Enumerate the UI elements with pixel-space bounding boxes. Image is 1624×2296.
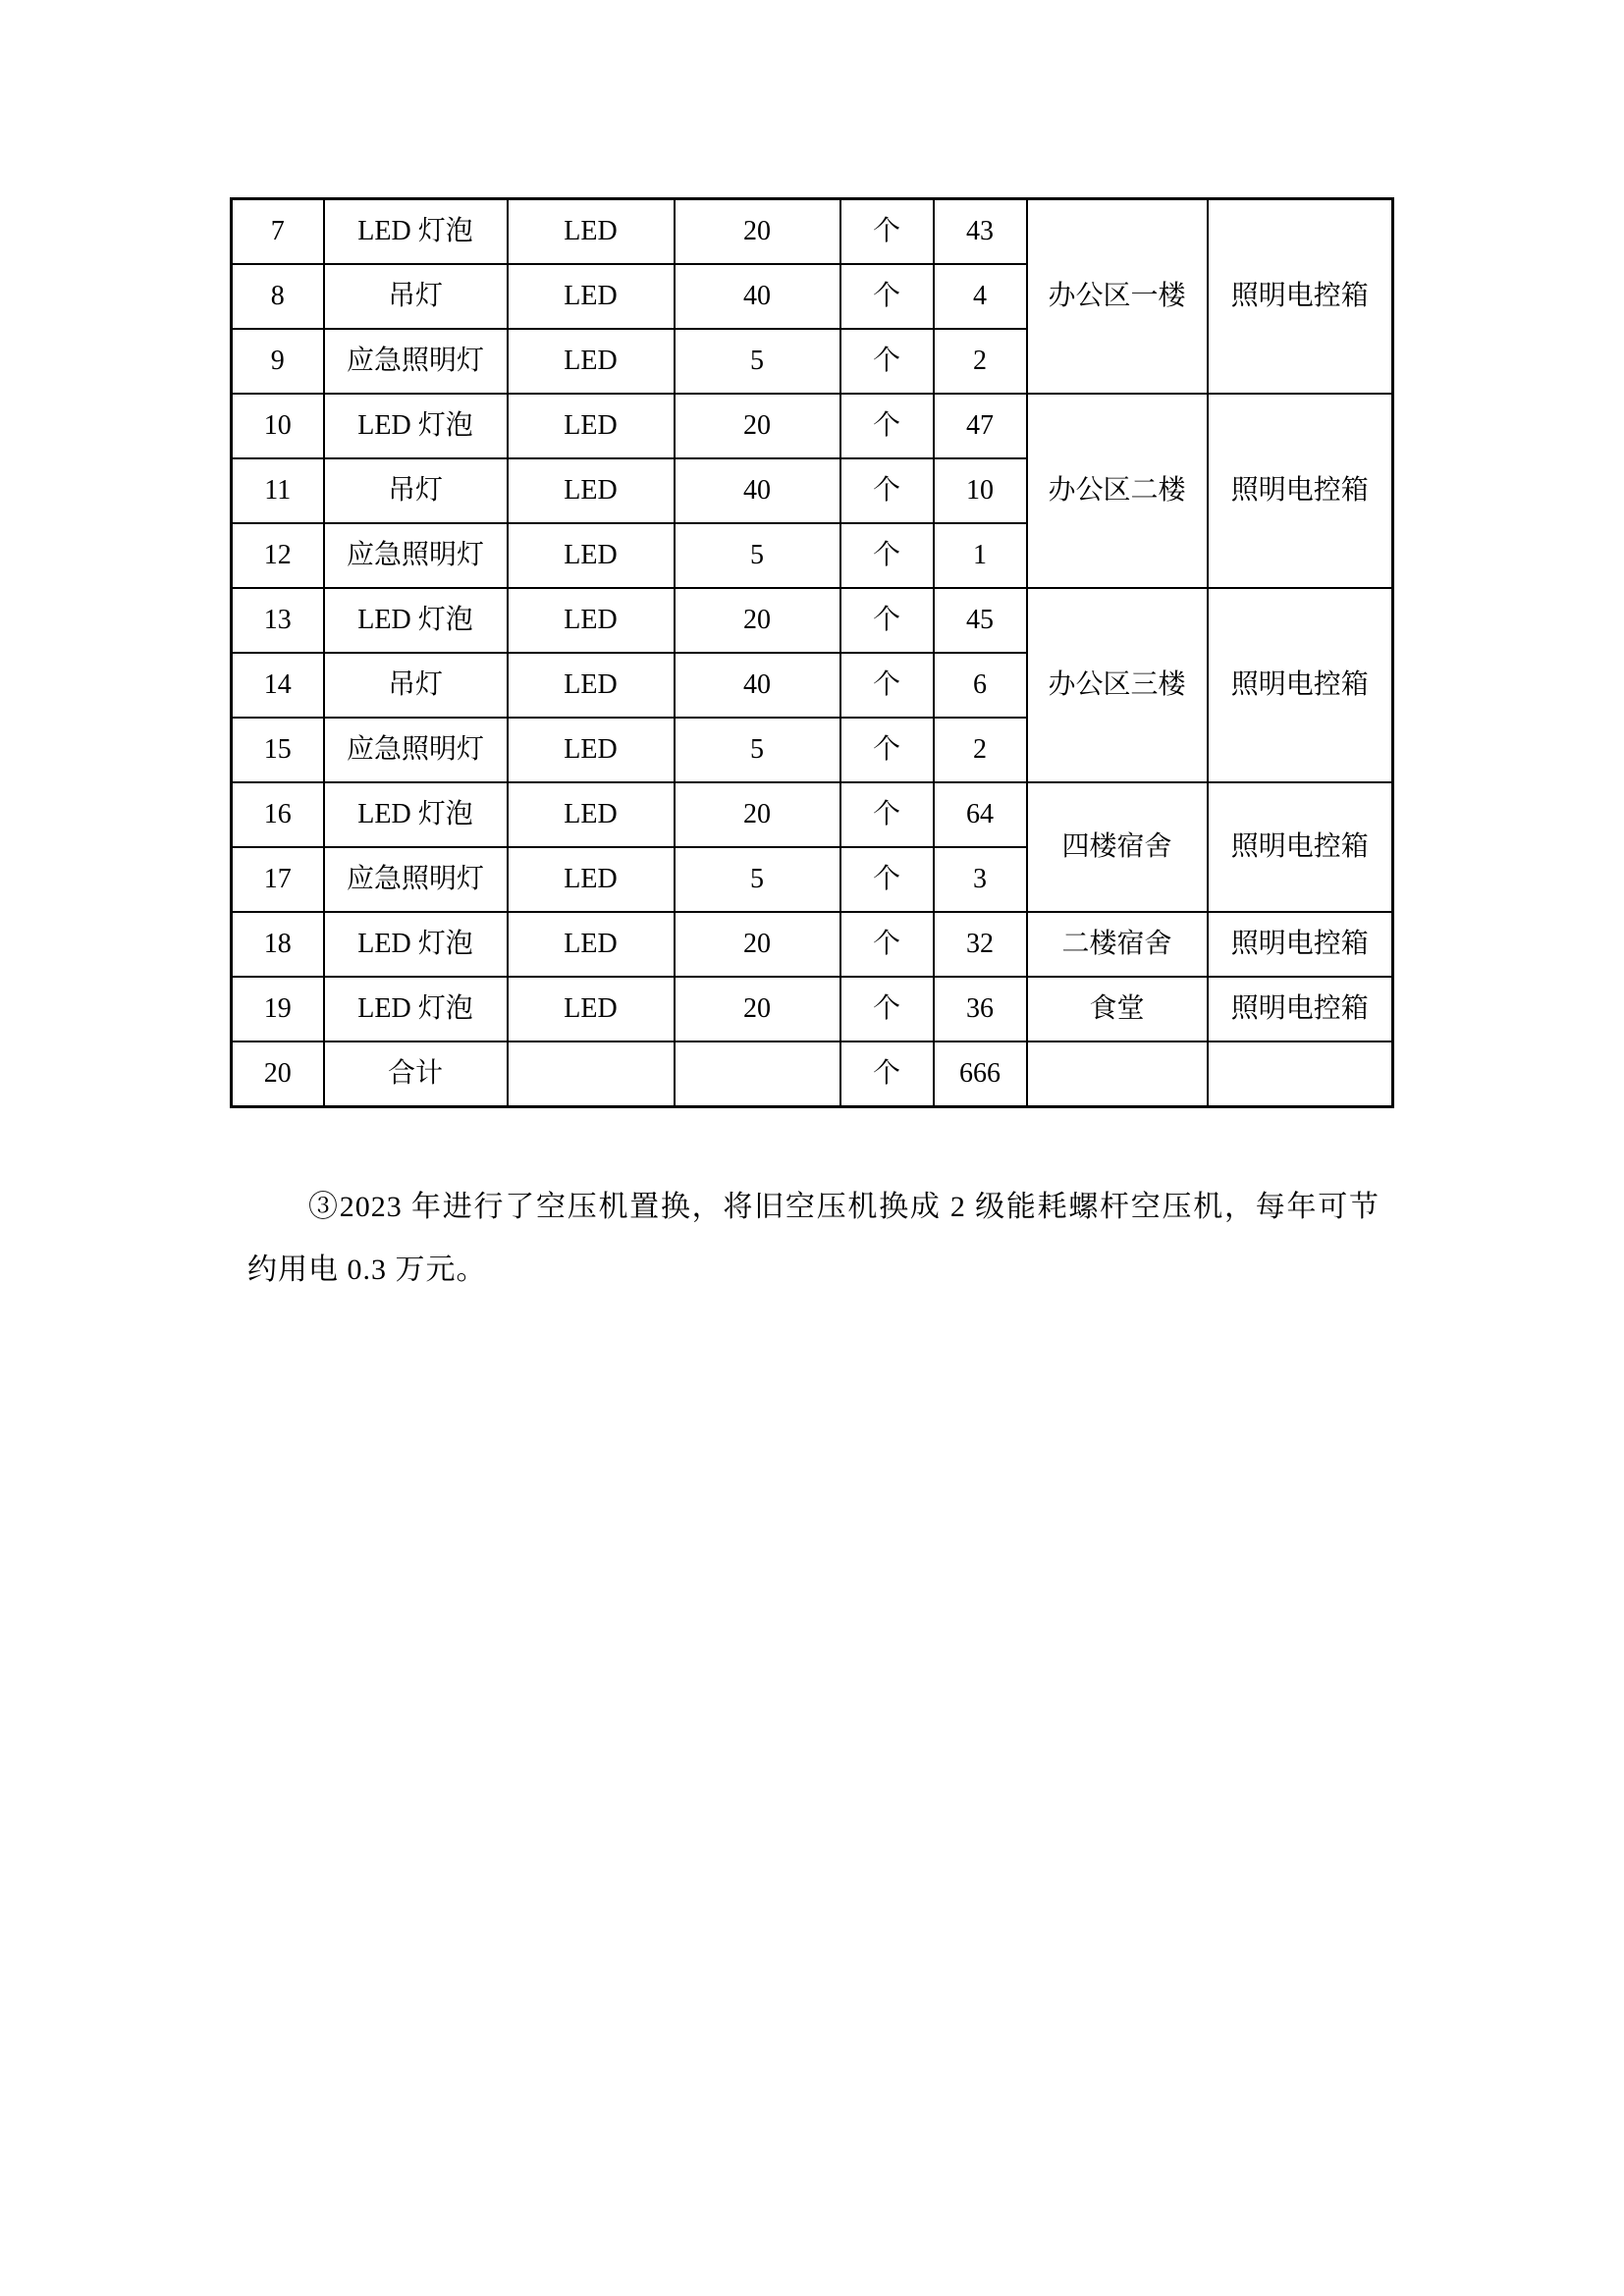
cell-control-box: 照明电控箱 <box>1208 199 1393 395</box>
cell-quantity: 45 <box>934 588 1027 653</box>
cell-row-number: 18 <box>232 912 324 977</box>
cell-row-number: 8 <box>232 264 324 329</box>
cell-location: 办公区二楼 <box>1027 394 1208 588</box>
cell-quantity: 666 <box>934 1041 1027 1107</box>
cell-unit: 个 <box>840 653 934 718</box>
cell-row-number: 14 <box>232 653 324 718</box>
cell-device-name: LED 灯泡 <box>324 782 508 847</box>
cell-row-number: 20 <box>232 1041 324 1107</box>
cell-model: LED <box>508 264 675 329</box>
cell-quantity: 32 <box>934 912 1027 977</box>
cell-unit: 个 <box>840 329 934 394</box>
cell-row-number: 7 <box>232 199 324 265</box>
cell-power: 40 <box>675 653 840 718</box>
cell-device-name: 合计 <box>324 1041 508 1107</box>
cell-unit: 个 <box>840 1041 934 1107</box>
cell-quantity: 64 <box>934 782 1027 847</box>
cell-row-number: 13 <box>232 588 324 653</box>
cell-row-number: 11 <box>232 458 324 523</box>
cell-device-name: 应急照明灯 <box>324 523 508 588</box>
cell-power: 40 <box>675 264 840 329</box>
cell-model: LED <box>508 847 675 912</box>
cell-power: 5 <box>675 847 840 912</box>
table-row <box>232 977 1393 1041</box>
cell-control-box <box>1208 1041 1393 1107</box>
cell-model: LED <box>508 523 675 588</box>
cell-row-number: 12 <box>232 523 324 588</box>
cell-power: 20 <box>675 977 840 1041</box>
cell-quantity: 36 <box>934 977 1027 1041</box>
cell-model: LED <box>508 977 675 1041</box>
cell-power: 20 <box>675 199 840 265</box>
cell-unit: 个 <box>840 718 934 782</box>
air-compressor-note-paragraph: ③2023 年进行了空压机置换，将旧空压机换成 2 级能耗螺杆空压机，每年可节约用电 0.3 万元。 <box>247 1191 1380 1286</box>
cell-unit: 个 <box>840 199 934 265</box>
cell-model: LED <box>508 912 675 977</box>
cell-power: 5 <box>675 523 840 588</box>
cell-quantity: 4 <box>934 264 1027 329</box>
cell-device-name: 应急照明灯 <box>324 329 508 394</box>
cell-unit: 个 <box>840 264 934 329</box>
table-row <box>232 912 1393 977</box>
cell-power: 20 <box>675 912 840 977</box>
cell-location <box>1027 1041 1208 1107</box>
cell-power: 20 <box>675 394 840 458</box>
lighting-equipment-table <box>230 197 1394 1108</box>
cell-power: 20 <box>675 782 840 847</box>
cell-unit: 个 <box>840 394 934 458</box>
cell-device-name: LED 灯泡 <box>324 588 508 653</box>
cell-unit: 个 <box>840 847 934 912</box>
cell-control-box: 照明电控箱 <box>1208 912 1393 977</box>
cell-device-name: 应急照明灯 <box>324 847 508 912</box>
cell-row-number: 16 <box>232 782 324 847</box>
cell-location: 办公区三楼 <box>1027 588 1208 782</box>
cell-location: 办公区一楼 <box>1027 199 1208 395</box>
cell-model: LED <box>508 199 675 265</box>
table-row <box>232 782 1393 847</box>
cell-control-box: 照明电控箱 <box>1208 977 1393 1041</box>
cell-power: 5 <box>675 329 840 394</box>
table-row <box>232 1041 1393 1107</box>
cell-power <box>675 1041 840 1107</box>
cell-unit: 个 <box>840 588 934 653</box>
cell-quantity: 1 <box>934 523 1027 588</box>
cell-unit: 个 <box>840 782 934 847</box>
cell-location: 二楼宿舍 <box>1027 912 1208 977</box>
cell-quantity: 43 <box>934 199 1027 265</box>
cell-model: LED <box>508 653 675 718</box>
cell-power: 40 <box>675 458 840 523</box>
cell-model: LED <box>508 458 675 523</box>
cell-model: LED <box>508 329 675 394</box>
table-row <box>232 394 1393 458</box>
cell-model: LED <box>508 782 675 847</box>
cell-device-name: LED 灯泡 <box>324 912 508 977</box>
cell-power: 20 <box>675 588 840 653</box>
cell-power: 5 <box>675 718 840 782</box>
table-body <box>232 199 1393 1107</box>
cell-control-box: 照明电控箱 <box>1208 394 1393 588</box>
cell-control-box: 照明电控箱 <box>1208 782 1393 912</box>
cell-unit: 个 <box>840 977 934 1041</box>
cell-model: LED <box>508 718 675 782</box>
cell-device-name: 吊灯 <box>324 458 508 523</box>
cell-quantity: 2 <box>934 329 1027 394</box>
cell-row-number: 10 <box>232 394 324 458</box>
table-row <box>232 588 1393 653</box>
cell-device-name: 吊灯 <box>324 653 508 718</box>
cell-location: 四楼宿舍 <box>1027 782 1208 912</box>
cell-device-name: 应急照明灯 <box>324 718 508 782</box>
cell-model <box>508 1041 675 1107</box>
cell-control-box: 照明电控箱 <box>1208 588 1393 782</box>
cell-row-number: 9 <box>232 329 324 394</box>
table-row <box>232 199 1393 265</box>
cell-model: LED <box>508 394 675 458</box>
cell-device-name: LED 灯泡 <box>324 199 508 265</box>
cell-quantity: 47 <box>934 394 1027 458</box>
cell-model: LED <box>508 588 675 653</box>
cell-unit: 个 <box>840 458 934 523</box>
cell-unit: 个 <box>840 523 934 588</box>
cell-row-number: 17 <box>232 847 324 912</box>
cell-quantity: 3 <box>934 847 1027 912</box>
cell-quantity: 2 <box>934 718 1027 782</box>
cell-device-name: 吊灯 <box>324 264 508 329</box>
cell-location: 食堂 <box>1027 977 1208 1041</box>
cell-device-name: LED 灯泡 <box>324 394 508 458</box>
cell-row-number: 19 <box>232 977 324 1041</box>
cell-quantity: 10 <box>934 458 1027 523</box>
cell-unit: 个 <box>840 912 934 977</box>
cell-quantity: 6 <box>934 653 1027 718</box>
cell-row-number: 15 <box>232 718 324 782</box>
cell-device-name: LED 灯泡 <box>324 977 508 1041</box>
